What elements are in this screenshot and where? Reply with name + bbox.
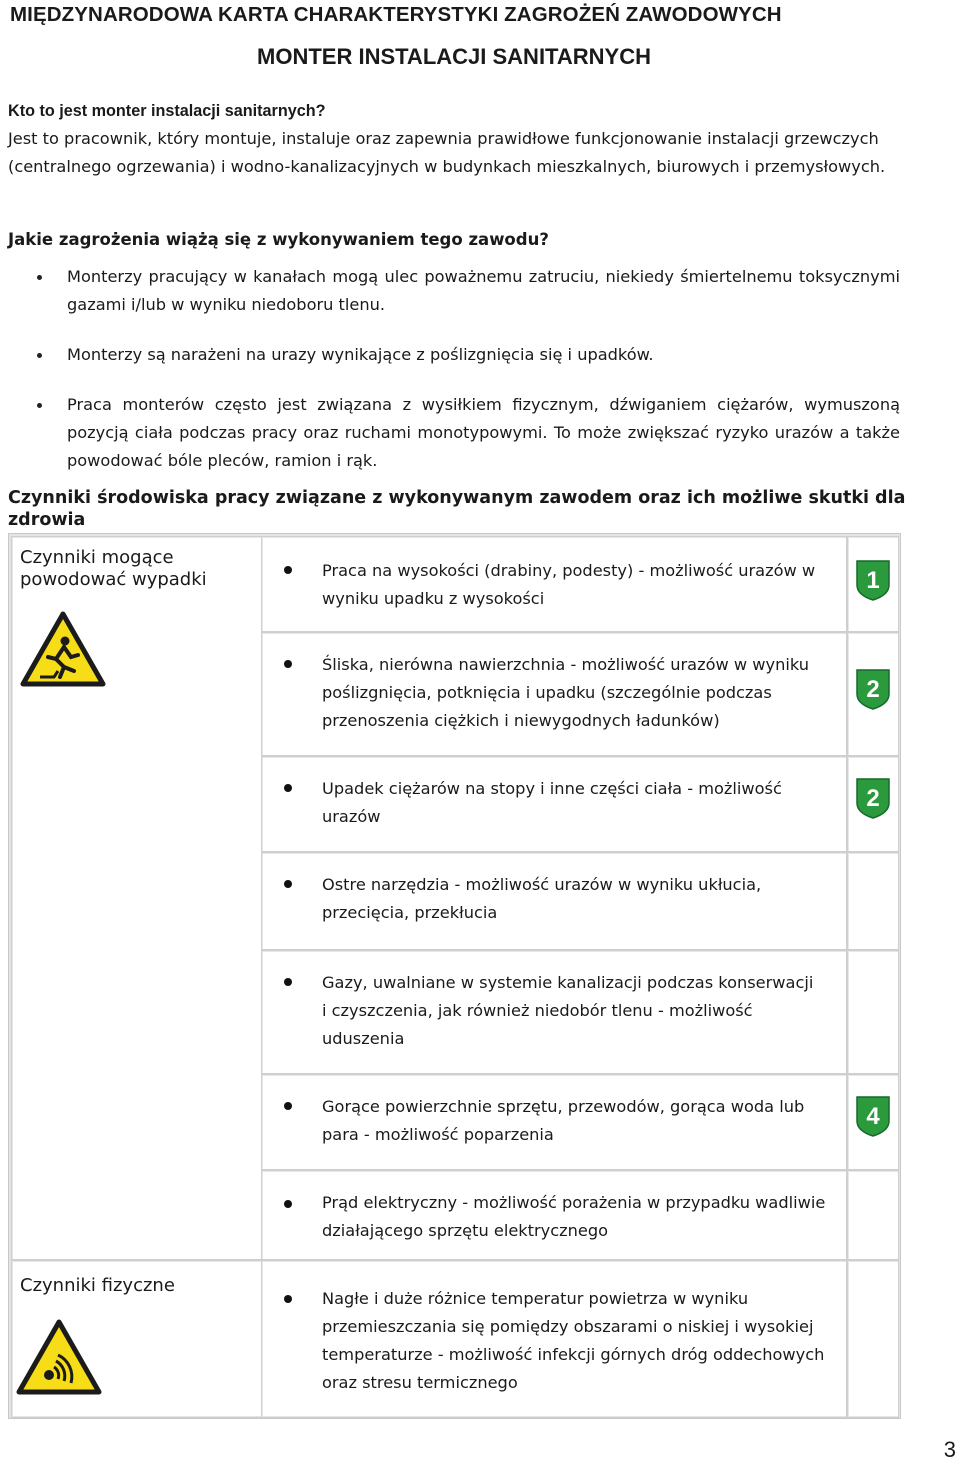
- badge-cell: [847, 632, 899, 756]
- intro-section: [8, 97, 913, 181]
- document-title: MIĘDZYNARODOWA KARTA CHARAKTERYSTYKI ZAGROŻEŃ ZAWODOWYCH: [10, 3, 782, 26]
- intro-question: Kto to jest monter instalacji sanitarnych?: [8, 102, 326, 120]
- row-text: Śliska, nierówna nawierzchnia - możliwość urazów w wyniku poślizgnięcia, potknięcia i upadku (szczególnie podczas przenoszenia ciężkich i niewygodnych ładunków): [322, 655, 809, 730]
- category-label-accidents: Czynniki mogące powodować wypadki: [20, 547, 207, 590]
- badge-cell: [847, 950, 899, 1074]
- badge-number: 2: [866, 676, 880, 703]
- shield-badge-icon: [855, 559, 891, 601]
- badge-number: 1: [866, 567, 880, 594]
- row-text: Gazy, uwalniane w systemie kanalizacji podczas konserwacji i czyszczenia, jak również niedobór tlenu - możliwość uduszenia: [322, 973, 814, 1048]
- row-text: Ostre narzędzia - możliwość urazów w wyniku ukłucia, przecięcia, przekłucia: [322, 875, 762, 922]
- hazard-item: Monterzy są narażeni na urazy wynikające z poślizgnięcia się i upadków.: [67, 341, 900, 369]
- badge-number: 4: [866, 1103, 880, 1130]
- bullet-icon: [284, 1200, 292, 1208]
- bullet-icon: [284, 880, 292, 888]
- page-number: 3: [943, 1437, 956, 1462]
- row-text: Praca na wysokości (drabiny, podesty) - możliwość urazów w wyniku upadku z wysokości: [322, 561, 816, 608]
- category-label-physical: Czynniki fizyczne: [20, 1275, 175, 1296]
- table-row: [261, 1170, 847, 1260]
- shield-badge-icon: [855, 1095, 891, 1137]
- shield-badge-icon: [855, 777, 891, 819]
- badge-cell: [847, 1260, 899, 1418]
- intro-answer: Jest to pracownik, który montuje, instaluje oraz zapewnia prawidłowe funkcjonowanie instalacji grzewczych (centralnego ogrzewania) i wodno-kanalizacyjnych w budynkach mieszkalnych, biurowych i przemysłowych.: [8, 129, 886, 176]
- bullet-icon: [284, 1102, 292, 1110]
- environment-heading: Czynniki środowiska pracy związane z wykonywanym zawodem oraz ich możliwe skutki dla zdrowia: [8, 488, 906, 530]
- row-text: Upadek ciężarów na stopy i inne części ciała - możliwość urazów: [322, 779, 782, 826]
- table-row: [261, 1074, 847, 1170]
- table-row: [261, 536, 847, 632]
- table-row: [261, 756, 847, 852]
- badge-cell: [847, 852, 899, 950]
- bullet-icon: [284, 784, 292, 792]
- badge-number: 2: [866, 785, 880, 812]
- bullet-icon: [284, 978, 292, 986]
- table-row: [261, 852, 847, 950]
- badge-cell: [847, 756, 899, 852]
- row-text: Nagłe i duże różnice temperatur powietrza w wyniku przemieszczania się pomiędzy obszarami o niskiej i wysokiej temperaturze - możliwość infekcji górnych dróg oddechowych oraz stresu termicznego: [322, 1289, 825, 1392]
- table-row: [261, 950, 847, 1074]
- bullet-icon: [284, 566, 292, 574]
- noise-warning-icon: [16, 1319, 102, 1395]
- hazard-factors-table: [8, 533, 901, 1419]
- document-subtitle: MONTER INSTALACJI SANITARNYCH: [257, 44, 651, 69]
- category-cell-physical: [11, 1260, 263, 1418]
- shield-badge-icon: [855, 668, 891, 710]
- badge-cell: [847, 536, 899, 632]
- row-text: Prąd elektryczny - możliwość porażenia w przypadku wadliwie działającego sprzętu elektrycznego: [322, 1193, 826, 1240]
- hazard-item: Praca monterów często jest związana z wysiłkiem fizycznym, dźwiganiem ciężarów, wymuszoną pozycją ciała podczas pracy oraz ruchami monotypowymi. To może zwiększać ryzyko urazów a także powodować bóle pleców, ramion i rąk.: [67, 391, 900, 475]
- badge-cell: [847, 1074, 899, 1170]
- bullet-icon: [284, 660, 292, 668]
- hazards-heading: Jakie zagrożenia wiążą się z wykonywaniem tego zawodu?: [8, 230, 549, 249]
- hazard-list: [67, 263, 900, 475]
- row-text: Gorące powierzchnie sprzętu, przewodów, gorąca woda lub para - możliwość poparzenia: [322, 1097, 805, 1144]
- category-cell-accidents: [11, 536, 263, 1260]
- table-row: [261, 632, 847, 756]
- badge-cell: [847, 1170, 899, 1260]
- falling-person-warning-icon: [20, 611, 106, 687]
- bullet-icon: [284, 1295, 292, 1303]
- table-row: [261, 1260, 847, 1418]
- hazard-item: Monterzy pracujący w kanałach mogą ulec poważnemu zatruciu, niekiedy śmiertelnemu toksycznymi gazami i/lub w wyniku niedoboru tlenu.: [67, 263, 900, 319]
